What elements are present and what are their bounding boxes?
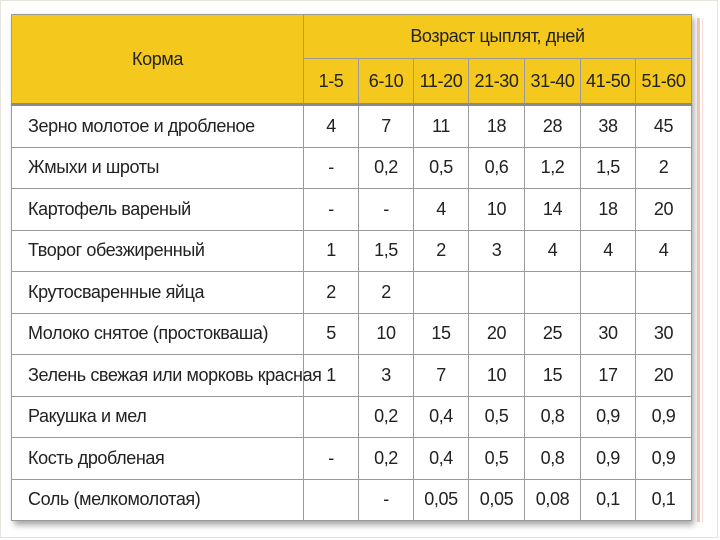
amount-cell: 4 <box>414 189 469 231</box>
amount-cell: 0,4 <box>414 396 469 438</box>
amount-cell: 18 <box>469 105 525 148</box>
amount-cell: 0,9 <box>636 396 692 438</box>
slide-accent-line <box>702 18 703 522</box>
table-row <box>12 105 692 148</box>
amount-cell: - <box>304 189 359 231</box>
amount-cell: 1,5 <box>581 147 636 189</box>
age-column-header: 31-40 <box>525 59 581 105</box>
amount-cell: 2 <box>304 272 359 314</box>
amount-cell: 0,6 <box>469 147 525 189</box>
table-row <box>12 396 692 438</box>
amount-cell: 1 <box>304 230 359 272</box>
amount-cell: 20 <box>636 189 692 231</box>
feed-name-cell: Молоко снятое (простокваша) <box>12 313 304 355</box>
amount-cell: 3 <box>469 230 525 272</box>
amount-cell <box>414 272 469 314</box>
amount-cell: 0,2 <box>359 147 414 189</box>
table-row <box>12 147 692 189</box>
amount-cell: 11 <box>414 105 469 148</box>
amount-cell: 0,9 <box>636 438 692 480</box>
amount-cell: 2 <box>414 230 469 272</box>
table-row <box>12 230 692 272</box>
amount-cell: 0,2 <box>359 396 414 438</box>
amount-cell: 20 <box>469 313 525 355</box>
amount-cell: 0,5 <box>469 396 525 438</box>
amount-cell <box>304 396 359 438</box>
feeding-table <box>11 14 692 521</box>
amount-cell: 17 <box>581 355 636 397</box>
feed-name-cell: Соль (мелкомолотая) <box>12 479 304 521</box>
amount-cell: 1,5 <box>359 230 414 272</box>
amount-cell: 4 <box>525 230 581 272</box>
amount-cell: 1 <box>304 355 359 397</box>
age-column-header: 1-5 <box>304 59 359 105</box>
header-row-top <box>12 15 692 59</box>
amount-cell <box>636 272 692 314</box>
amount-cell: 2 <box>359 272 414 314</box>
amount-cell <box>581 272 636 314</box>
age-column-header: 21-30 <box>469 59 525 105</box>
feed-name-cell: Жмыхи и шроты <box>12 147 304 189</box>
age-column-header: 11-20 <box>414 59 469 105</box>
amount-cell: 4 <box>581 230 636 272</box>
age-column-header: 51-60 <box>636 59 692 105</box>
feed-name-cell: Картофель вареный <box>12 189 304 231</box>
amount-cell: 3 <box>359 355 414 397</box>
amount-cell: 2 <box>636 147 692 189</box>
feed-name-cell: Крутосваренные яйца <box>12 272 304 314</box>
amount-cell: 0,2 <box>359 438 414 480</box>
age-column-header: 41-50 <box>581 59 636 105</box>
slide-accent-bar <box>697 18 700 522</box>
amount-cell: 20 <box>636 355 692 397</box>
amount-cell: 30 <box>581 313 636 355</box>
feeding-table-container <box>11 14 691 521</box>
amount-cell: 15 <box>414 313 469 355</box>
amount-cell: 7 <box>359 105 414 148</box>
amount-cell: 10 <box>359 313 414 355</box>
amount-cell: 0,5 <box>414 147 469 189</box>
amount-cell: 0,05 <box>469 479 525 521</box>
amount-cell: - <box>304 147 359 189</box>
table-row <box>12 272 692 314</box>
amount-cell: 0,05 <box>414 479 469 521</box>
amount-cell: 30 <box>636 313 692 355</box>
table-header <box>12 15 692 105</box>
feed-name-cell: Ракушка и мел <box>12 396 304 438</box>
amount-cell: 0,08 <box>525 479 581 521</box>
amount-cell: 0,4 <box>414 438 469 480</box>
amount-cell: - <box>359 479 414 521</box>
amount-cell: 38 <box>581 105 636 148</box>
amount-cell: 0,9 <box>581 396 636 438</box>
feed-name-cell: Кость дробленая <box>12 438 304 480</box>
amount-cell: 28 <box>525 105 581 148</box>
amount-cell: 25 <box>525 313 581 355</box>
amount-cell: 10 <box>469 189 525 231</box>
amount-cell: 0,8 <box>525 396 581 438</box>
amount-cell: - <box>359 189 414 231</box>
amount-cell: 0,1 <box>581 479 636 521</box>
amount-cell: 15 <box>525 355 581 397</box>
amount-cell <box>304 479 359 521</box>
feed-name-cell: Зелень свежая или морковь красная <box>12 355 304 397</box>
amount-cell <box>469 272 525 314</box>
amount-cell: - <box>304 438 359 480</box>
amount-cell: 4 <box>636 230 692 272</box>
age-column-header: 6-10 <box>359 59 414 105</box>
amount-cell: 18 <box>581 189 636 231</box>
amount-cell: 10 <box>469 355 525 397</box>
table-row <box>12 189 692 231</box>
table-row <box>12 479 692 521</box>
amount-cell: 0,5 <box>469 438 525 480</box>
table-row <box>12 313 692 355</box>
table-body <box>12 105 692 521</box>
table-row <box>12 355 692 397</box>
feed-name-cell: Творог обезжиренный <box>12 230 304 272</box>
age-group-header: Возраст цыплят, дней <box>304 15 692 59</box>
amount-cell: 0,9 <box>581 438 636 480</box>
feed-column-header: Корма <box>12 15 304 105</box>
feed-name-cell: Зерно молотое и дробленое <box>12 105 304 148</box>
amount-cell: 1,2 <box>525 147 581 189</box>
amount-cell: 45 <box>636 105 692 148</box>
table-row <box>12 438 692 480</box>
amount-cell: 5 <box>304 313 359 355</box>
amount-cell: 7 <box>414 355 469 397</box>
amount-cell <box>525 272 581 314</box>
amount-cell: 14 <box>525 189 581 231</box>
amount-cell: 0,8 <box>525 438 581 480</box>
amount-cell: 4 <box>304 105 359 148</box>
amount-cell: 0,1 <box>636 479 692 521</box>
